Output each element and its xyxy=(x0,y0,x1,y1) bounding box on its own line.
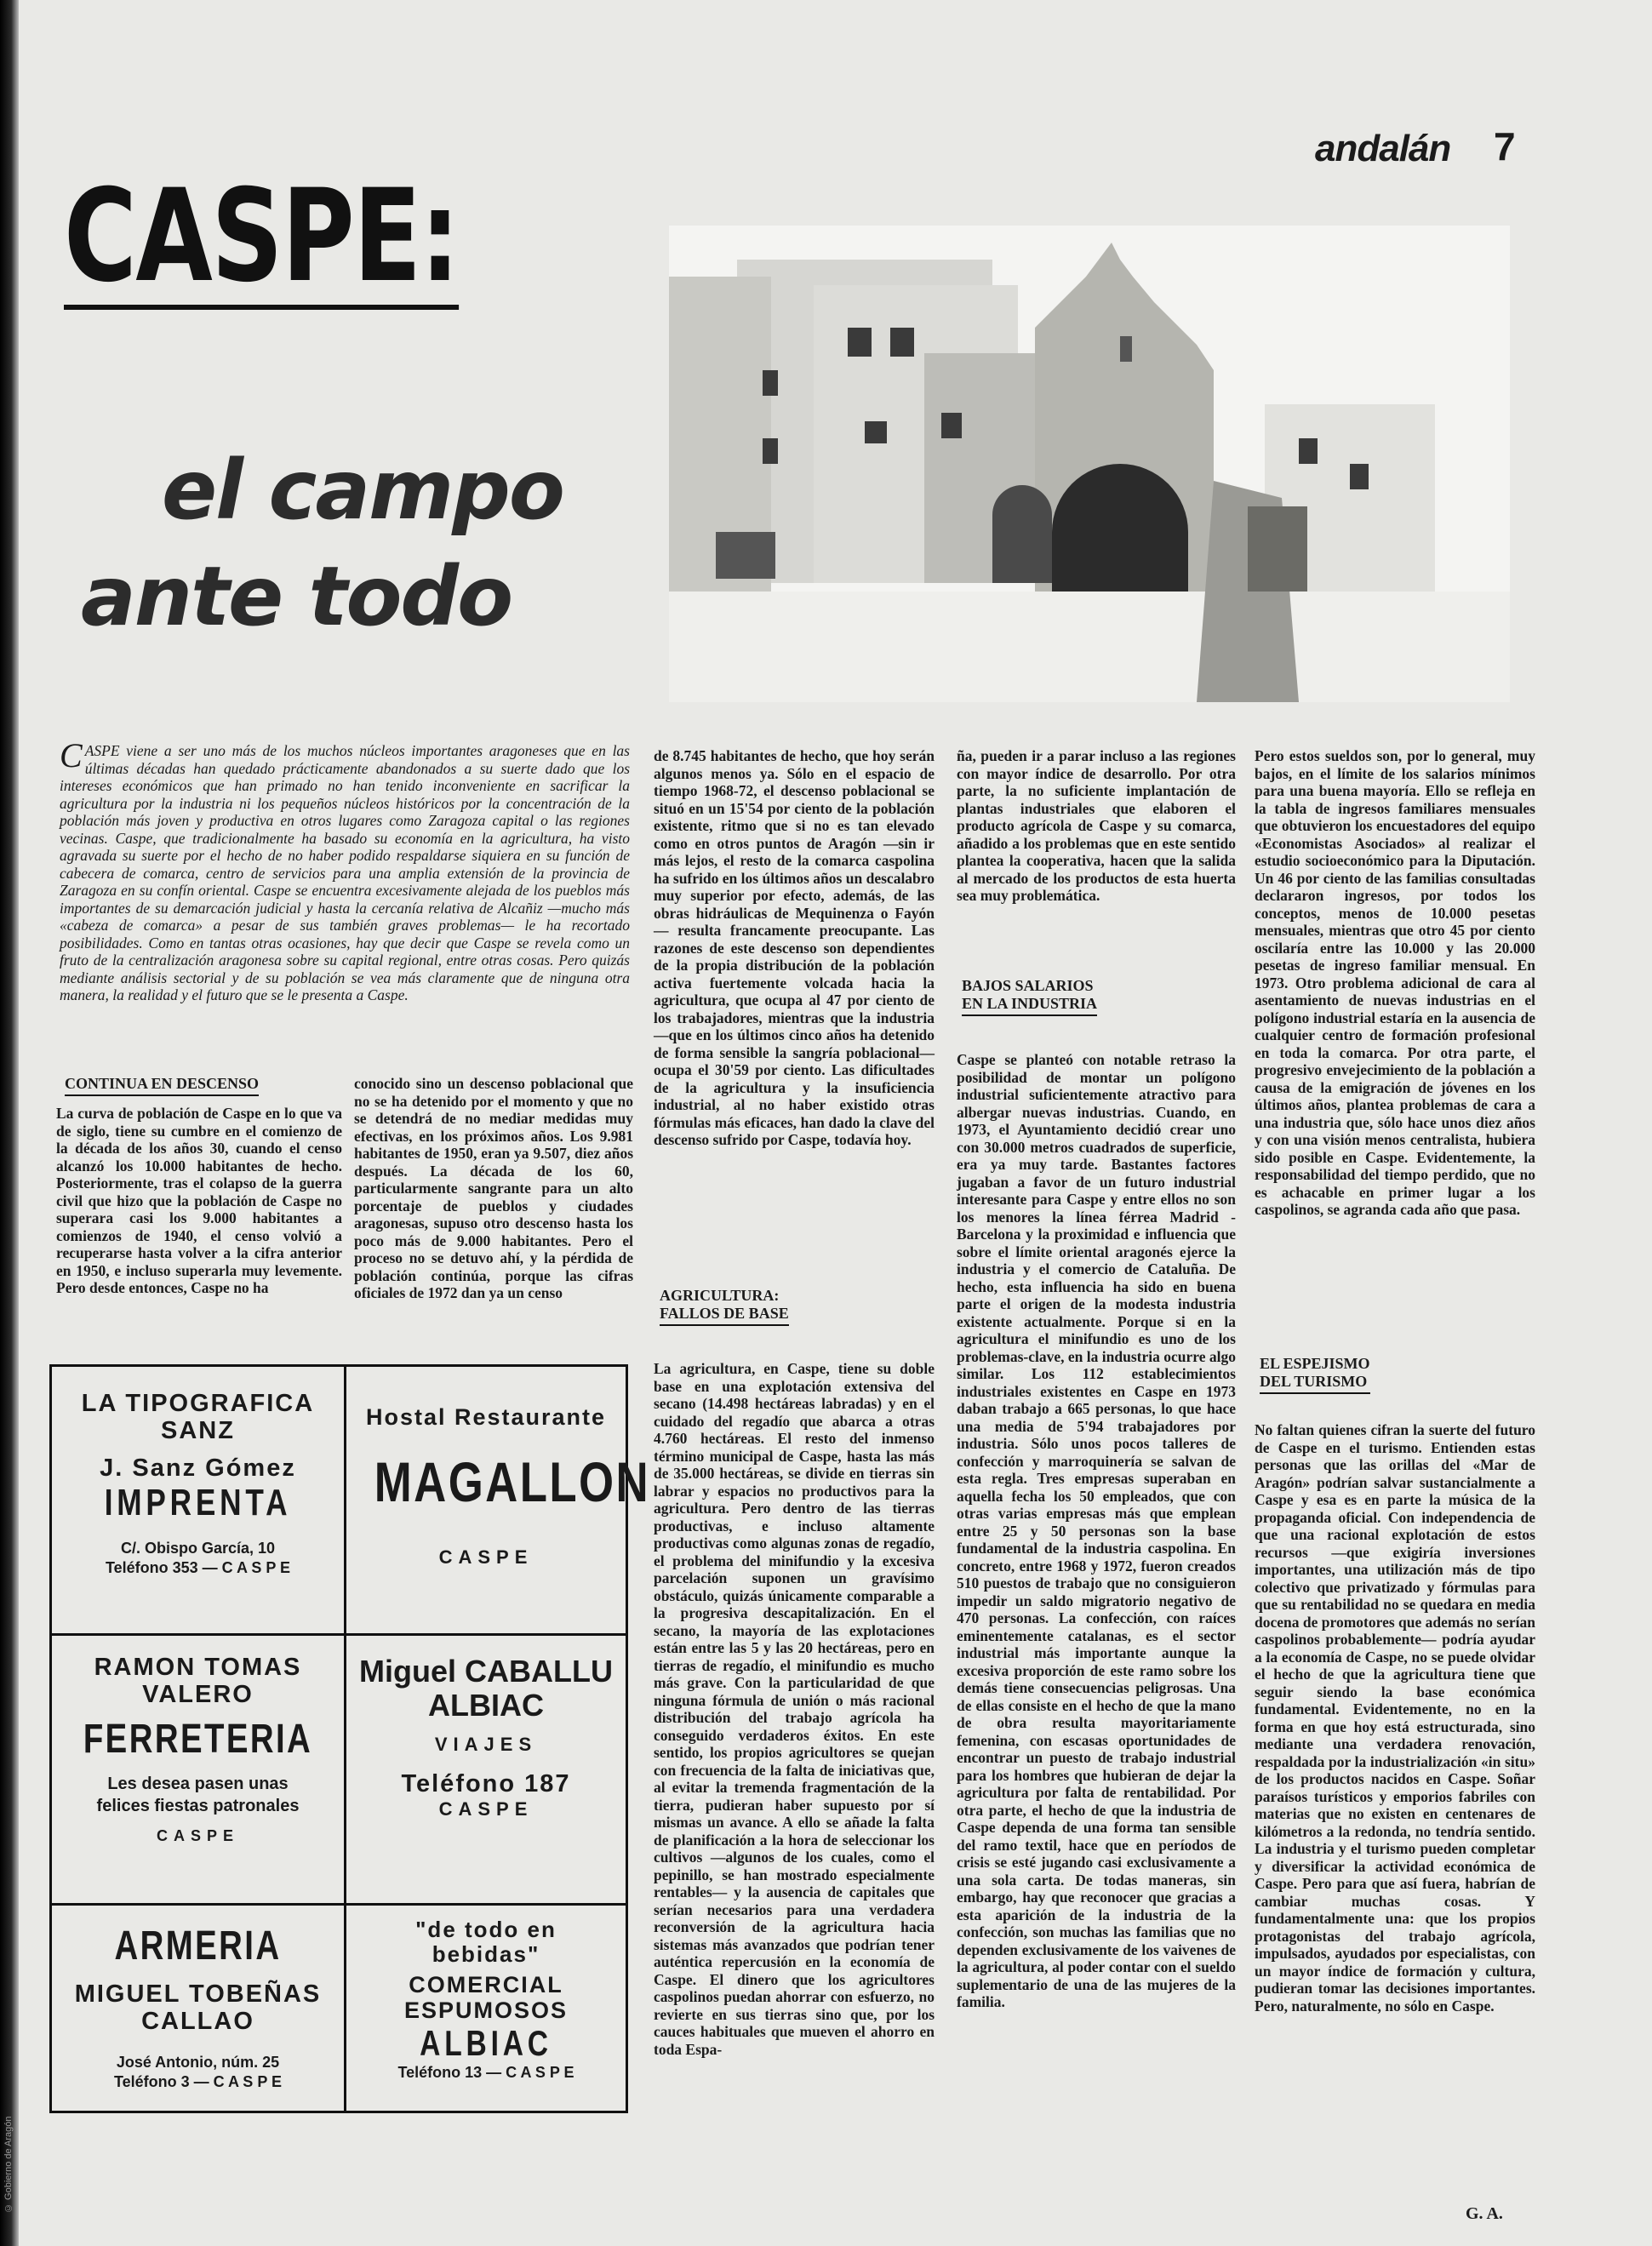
intro-text-2: Como en tantas otras ocasiones, hay que decir que Caspe se revela como un fruto de la centralización aragonesa sobre su capital regional, entre otras cosas. Pero quizás mediante análisis sectorial y de su población se vea más claramente que de ninguna otra manera, la realidad y el futuro que se le presenta a Caspe. xyxy=(60,934,631,1003)
body-column-1: La curva de población de Caspe en lo que va de siglo, tiene su cumbre en el comienzo de la década de los años 30, cuando el censo alcanzó los 10.000 habitantes de hecho. Posteriormente, tras el colapso de la guerra civil que hizo que la población de Caspe no superara casi los 9.000 habitantes a comienzos de 1940, el censo volvió a recuperarse hasta volver a la cifra anterior en 1950, e incluso superarla muy levemente. Pero desde entonces, Caspe no ha xyxy=(56,1105,342,1296)
section-heading-turismo-1: EL ESPEJISMO xyxy=(1260,1355,1370,1372)
section-heading-turismo xyxy=(1260,1355,1370,1394)
intro-text: ASPE viene a ser uno más de los muchos núcleos importantes aragoneses que en las últimas décadas han quedado prácticamente abandonados a su suerte dado que los intereses económicos que han primado no han tenido inconveniente en sacrificar la agricultura por la industria ni los pequeños núcleos históricos por la concentración de la población más joven y productiva en otros lugares como Zaragoza capital o las regiones vecinas. Caspe, que tradicionalmente ha basado su economía en la agricultura, ha visto agravada su suerte por el hecho de no haber podido respaldarse siquiera en su función de cabecera de comarca, centro de servicios para una amplia extensión de la provincia de Zaragoza en su confín oriental. Caspe se encuentra excesivamente alejada de los pueblos más importantes de su demarcación judicial y hasta la cercanía relativa de Alcañiz —mucho más «cabeza de comarca» a pesar de sus también graves problemas— le ha recortado posibilidades. xyxy=(60,742,630,952)
ad-ferreteria-tomas xyxy=(52,1636,344,1903)
ad-viajes-caballu xyxy=(346,1636,626,1903)
margin-credit: © Gobierno de Aragón xyxy=(3,2116,14,2213)
ad2-line2: MAGALLON xyxy=(374,1449,651,1513)
ad5-line3: CALLAO xyxy=(141,2007,254,2035)
ad-tipografica-sanz xyxy=(52,1367,344,1633)
advertisement-block xyxy=(49,1364,651,2113)
ad1-line2: SANZ xyxy=(161,1416,235,1444)
section-heading-salarios-2: EN LA INDUSTRIA xyxy=(962,995,1098,1012)
section-heading-agricultura xyxy=(660,1287,789,1326)
ad-espumosos-albiac xyxy=(346,1906,626,2111)
body-column-4a: ña, pueden ir a parar incluso a las regiones con mayor índice de desarrollo. Por otra parte, la no suficiente implantación de plantas industriales que elaboren el producto agrícola de Caspe y su comarca, añadido a los problemas que en este sentido plantea la cooperativa, hacen que la salida al mercado de los productos de esta huerta sea muy problemática. xyxy=(957,747,1236,904)
ad4-line4: Teléfono 187 xyxy=(401,1770,571,1798)
ad1-line5: C/. Obispo García, 10 xyxy=(120,1540,276,1557)
body-column-4b: Caspe se planteó con notable retraso la posibilidad de montar un polígono industrial suficientemente atractivo para albergar nuevas industrias. Cuando, en 1973, el Ayuntamiento decidió crear uno con 30.000 metros cuadrados de superficie, era ya muy tarde. Bastantes factores jugaban a favor de un futuro industrial interesante para Caspe y entre ellos no son los menores la línea férrea Madrid - Barcelona y la proximidad e influencia que sobre el límite oriental aragonés ejerce la industria y el comercio de Cataluña. De hecho, esta influencia ha sido en buena parte el origen de la modesta industria existente actualmente. Porque si en la agricultura el minifundio es uno de los problemas-clave, en la industria ocurre algo similar. Los 112 establecimientos industriales existentes en Caspe en 1973 daban trabajo a 665 personas, lo que hace una media de 5'94 trabajadores por industria. Sólo unos pocos talleres de confección y marroquinería se salvan de esta regla. Tres empresas superaban en aquella fecha los 50 empleados, que con otras varias empresas más que emplean entre 25 y 50 personas son la base fundamental de la industria caspolina. En concreto, entre 1968 y 1972, fueron creados 510 puestos de trabajo que no consiguieron impedir un saldo migratorio negativo de 470 personas. La confección, con raíces eminentemente catalanas, es el sector industrial más importante aunque la excesiva proporción de este ramo sobre los demás tiene consecuencias peligrosas. Una de ellas consiste en el hecho de que la mano de obra resulta mayoritariamente femenina, con escasas oportunidades de encontrar un puesto de trabajo industrial para los hombres que hubieran de dejar la agricultura por falta de rentabilidad. Por otra parte, el hecho de que la industria de Caspe dependa de una forma tan sensible del ramo textil, hace que en períodos de crisis se esté jugando casi exclusivamente a una sola carta. De todas maneras, sin embargo, hay que reconocer que gracias a esta aparición de la industria de la confección, son muchas las familias que no dependen exclusivamente de los vaivenes de la agricultura, al poder contar con el sueldo suplementario de una de las mujeres de la familia. xyxy=(957,1051,1236,2010)
ad3-line3: FERRETERIA xyxy=(83,1716,313,1762)
binding-edge xyxy=(0,0,19,2246)
ad-armeria-tobenas xyxy=(52,1906,344,2111)
ad3-line6: CASPE xyxy=(156,1826,239,1844)
ad6-line1: "de todo en xyxy=(415,1917,557,1942)
ad6-line4: ESPUMOSOS xyxy=(403,1997,569,2023)
ad4-line5: CASPE xyxy=(438,1798,534,1820)
photo-caspe-church-square xyxy=(669,226,1510,702)
section-heading-agricultura-2: FALLOS DE BASE xyxy=(660,1305,789,1322)
ad3-line4: Les desea pasen unas xyxy=(107,1774,289,1793)
ad1-line6: Teléfono 353 — C A S P E xyxy=(105,1559,291,1577)
ad5-line4: José Antonio, núm. 25 xyxy=(116,2053,280,2071)
body-column-5b: No faltan quienes cifran la suerte del futuro de Caspe en el turismo. Entienden estas personas que las orillas del «Mar de Aragón» podrían salvar sustancialmente a Caspe y esa es en parte la música de la propaganda oficial. Con independencia de que una racional explotación de estos recursos —que exigiría inversiones importantes, una utilización más de tipo colectivo que privatizado y fórmulas para que su rentabilidad no se quedara en media docena de promotores que además no serían caspolinos probablemente— podría ayudar a la economía de Caspe, no se puede olvidar el hecho de que la agricultura tiene que seguir siendo la base económica fundamental. Evidentemente, no en la forma en que hoy está estructurada, sino mediante una verdadera renovación, respaldada por la industrialización «in situ» de los productos nacidos en Caspe. Soñar paraísos turísticos y emporios fabriles con materias que no existen en centenares de kilómetros a la redonda, no tendría sentido. La industria y el turismo pueden completar y diversificar la actividad económica de Caspe. Pero para que así fuera, habrían de cambiar muchas cosas. Y fundamentalmente una: que los propios protagonistas del trabajo agrícola, impulsados, ayudados por especialistas, con un mayor índice de formación y cultura, pudieran tomar las decisiones importantes. Pero, naturalmente, no sólo en Caspe. xyxy=(1255,1421,1535,2015)
dropcap: C xyxy=(60,736,83,774)
body-column-5a: Pero estos sueldos son, por lo general, muy bajos, en el límite de los salarios mínimos para una buena mayoría. Ello se refleja en la tabla de ingresos familiares mensuales que obtuvieron los encuestadores del equipo «Economistas Asociados» al realizar el estudio socioeconómico para la Diputación. Un 46 por ciento de las familias consultadas declararon ingresos, por todos los conceptos, menos de 10.000 pesetas mensuales, mientras que otro 45 por ciento oscilaría entre las 10.000 y las 20.000 pesetas de ingreso familiar mensual. En 1973. Otro problema adicional de cara al asentamiento de nuevas industrias en el polígono industrial estaría en la ausencia de cualquier centro de formación profesional en toda la comarca. Por otra parte, el progresivo envejecimiento de la población a causa de la emigración de jóvenes en los últimos años, plantea problemas de cara a una industria que, sólo hace unos diez años y con una visión menos centralista, hubiera sido posible en Caspe. Evidentemente, la responsabilidad del tiempo perdido, que no es achacable en primer lugar a los caspolinos, se agranda cada año que pasa. xyxy=(1255,747,1535,1218)
subtitle-line-1: el campo xyxy=(162,443,563,538)
ad6-line3: COMERCIAL xyxy=(409,1972,563,1998)
ad1-line4: IMPRENTA xyxy=(104,1481,292,1523)
ad3-line2: VALERO xyxy=(142,1680,254,1708)
ad2-line3: CASPE xyxy=(438,1546,534,1569)
ad5-line1: ARMERIA xyxy=(114,1923,282,1969)
ad2-line1: Hostal Restaurante xyxy=(365,1404,607,1430)
section-heading-salarios xyxy=(962,977,1097,1016)
ad3-line1: RAMON TOMAS xyxy=(94,1654,302,1681)
section-heading-descenso: CONTINUA EN DESCENSO xyxy=(65,1075,259,1096)
ad6-line2: bebidas" xyxy=(432,1940,540,1967)
ad5-line5: Teléfono 3 — C A S P E xyxy=(113,2072,283,2090)
ad1-line1: LA TIPOGRAFICA xyxy=(81,1390,315,1417)
body-column-3b: La agricultura, en Caspe, tiene su doble base en una explotación extensiva del secano (14.498 hectáreas labradas) y en el cuidado del regadío que abarca a otras 4.760 hectáreas. El resto del inmenso término municipal de Caspe, hasta las más de 35.000 hectáreas, se divide en tierras sin labrar y espacios no productivos para la agricultura. Pero dentro de las tierras productivas, e incluso altamente productivas como algunas zonas de regadío, el problema del minifundio y la excesiva parcelación suponen un gravísimo obstáculo, quizás únicamente comparable a la progresiva descapitalización. En el secano, la mayoría de las explotaciones están entre las 5 y las 20 hectáreas, pero en tierras de regadío, el minifundio es mucho más grave. Con la particularidad de que ninguna fórmula de unión o más racional distribución del trabajo agrícola ha conseguido verdaderos éxitos. En este sentido, los propios agricultores se quejan con frecuencia de la falta de iniciativas que, al evitar la tremenda fragmentación de la tierra, pudieran haber supuesto por sí mismas un avance. A ello se añade la falta de planificación a la hora de seleccionar los cultivos —algunos de los cuales, como el pepinillo, se han mostrado especialmente rentables— y la ausencia de capitales que serían necesarios para una verdadera reconversión de la agricultura hacia sistemas más avanzados que podrían tener auténtica repercusión en la economía de Caspe. El dinero que los agricultores caspolinos puedan ahorrar con esfuerzo, no revierte en sus tierras sino que, por los cauces habituales que mueven el ahorro en toda Espa- xyxy=(654,1360,935,2058)
body-column-2: conocido sino un descenso poblacional que no se ha detenido por el momento y que no se detendrá de no mediar medidas muy efectivas, en los próximos años. Los 9.981 habitantes de 1950, eran ya 9.507, diez años después. La década de los 60, particularmente sangrante para un alto porcentaje de pueblos y ciudades aragonesas, supuso otro descenso hasta los poco más de 9.000 habitantes. Pero el proceso no se detuvo ahí, y la pérdida de población continúa, porque las cifras oficiales de 1972 dan ya un censo xyxy=(354,1075,633,1301)
section-heading-agricultura-1: AGRICULTURA: xyxy=(660,1287,780,1304)
body-column-3a: de 8.745 habitantes de hecho, que hoy serán algunos menos ya. Sólo en el espacio de tiempo 1968-72, el descenso poblacional se situó en un 15'54 por ciento de la población existente, ritmo que si no es tan elevado como en otros puntos de Aragón —sin ir más lejos, el resto de la comarca caspolina ha sufrido en los últimos años un descalabro muy superior por efecto, además, de las obras hidráulicas de Mequinenza o Fayón— resulta francamente preocupante. Las razones de este descenso son dependientes de la propia distribución de la población activa fuertemente volcada hacia la agricultura, que ocupa al 47 por ciento de los trabajadores, mientras que la industria —que en los últimos cinco años ha detenido de forma sensible la sangría poblacional— ocupa el 30'59 por ciento. Las dificultades de la agricultura y la insuficiencia industrial, al no haber existido otras fórmulas más eficaces, han dado la clave del descenso sufrido por Caspe, todavía hoy. xyxy=(654,747,935,1148)
masthead-logo: andalán xyxy=(1315,128,1451,169)
ad4-line1: Miguel CABALLU xyxy=(359,1654,613,1689)
ad5-line2: MIGUEL TOBEÑAS xyxy=(74,1980,322,2008)
section-heading-salarios-1: BAJOS SALARIOS xyxy=(962,977,1094,994)
ad3-line5: felices fiestas patronales xyxy=(96,1796,300,1815)
ad6-line5: ALBIAC xyxy=(420,2022,552,2063)
subtitle-line-2: ante todo xyxy=(81,549,512,644)
intro-paragraph xyxy=(60,736,631,1004)
ad6-line6: Teléfono 13 — C A S P E xyxy=(397,2063,574,2081)
section-heading-turismo-2: DEL TURISMO xyxy=(1260,1373,1368,1390)
page-number: 7 xyxy=(1494,124,1516,169)
headline: CASPE: xyxy=(64,163,459,311)
ad4-line2: ALBIAC xyxy=(428,1687,544,1723)
ad-hostal-magallon xyxy=(346,1367,651,1633)
ad4-line3: VIAJES xyxy=(434,1734,538,1756)
author-signature: G. A. xyxy=(1466,2204,1503,2223)
ad1-line3: J. Sanz Gómez xyxy=(100,1454,296,1482)
